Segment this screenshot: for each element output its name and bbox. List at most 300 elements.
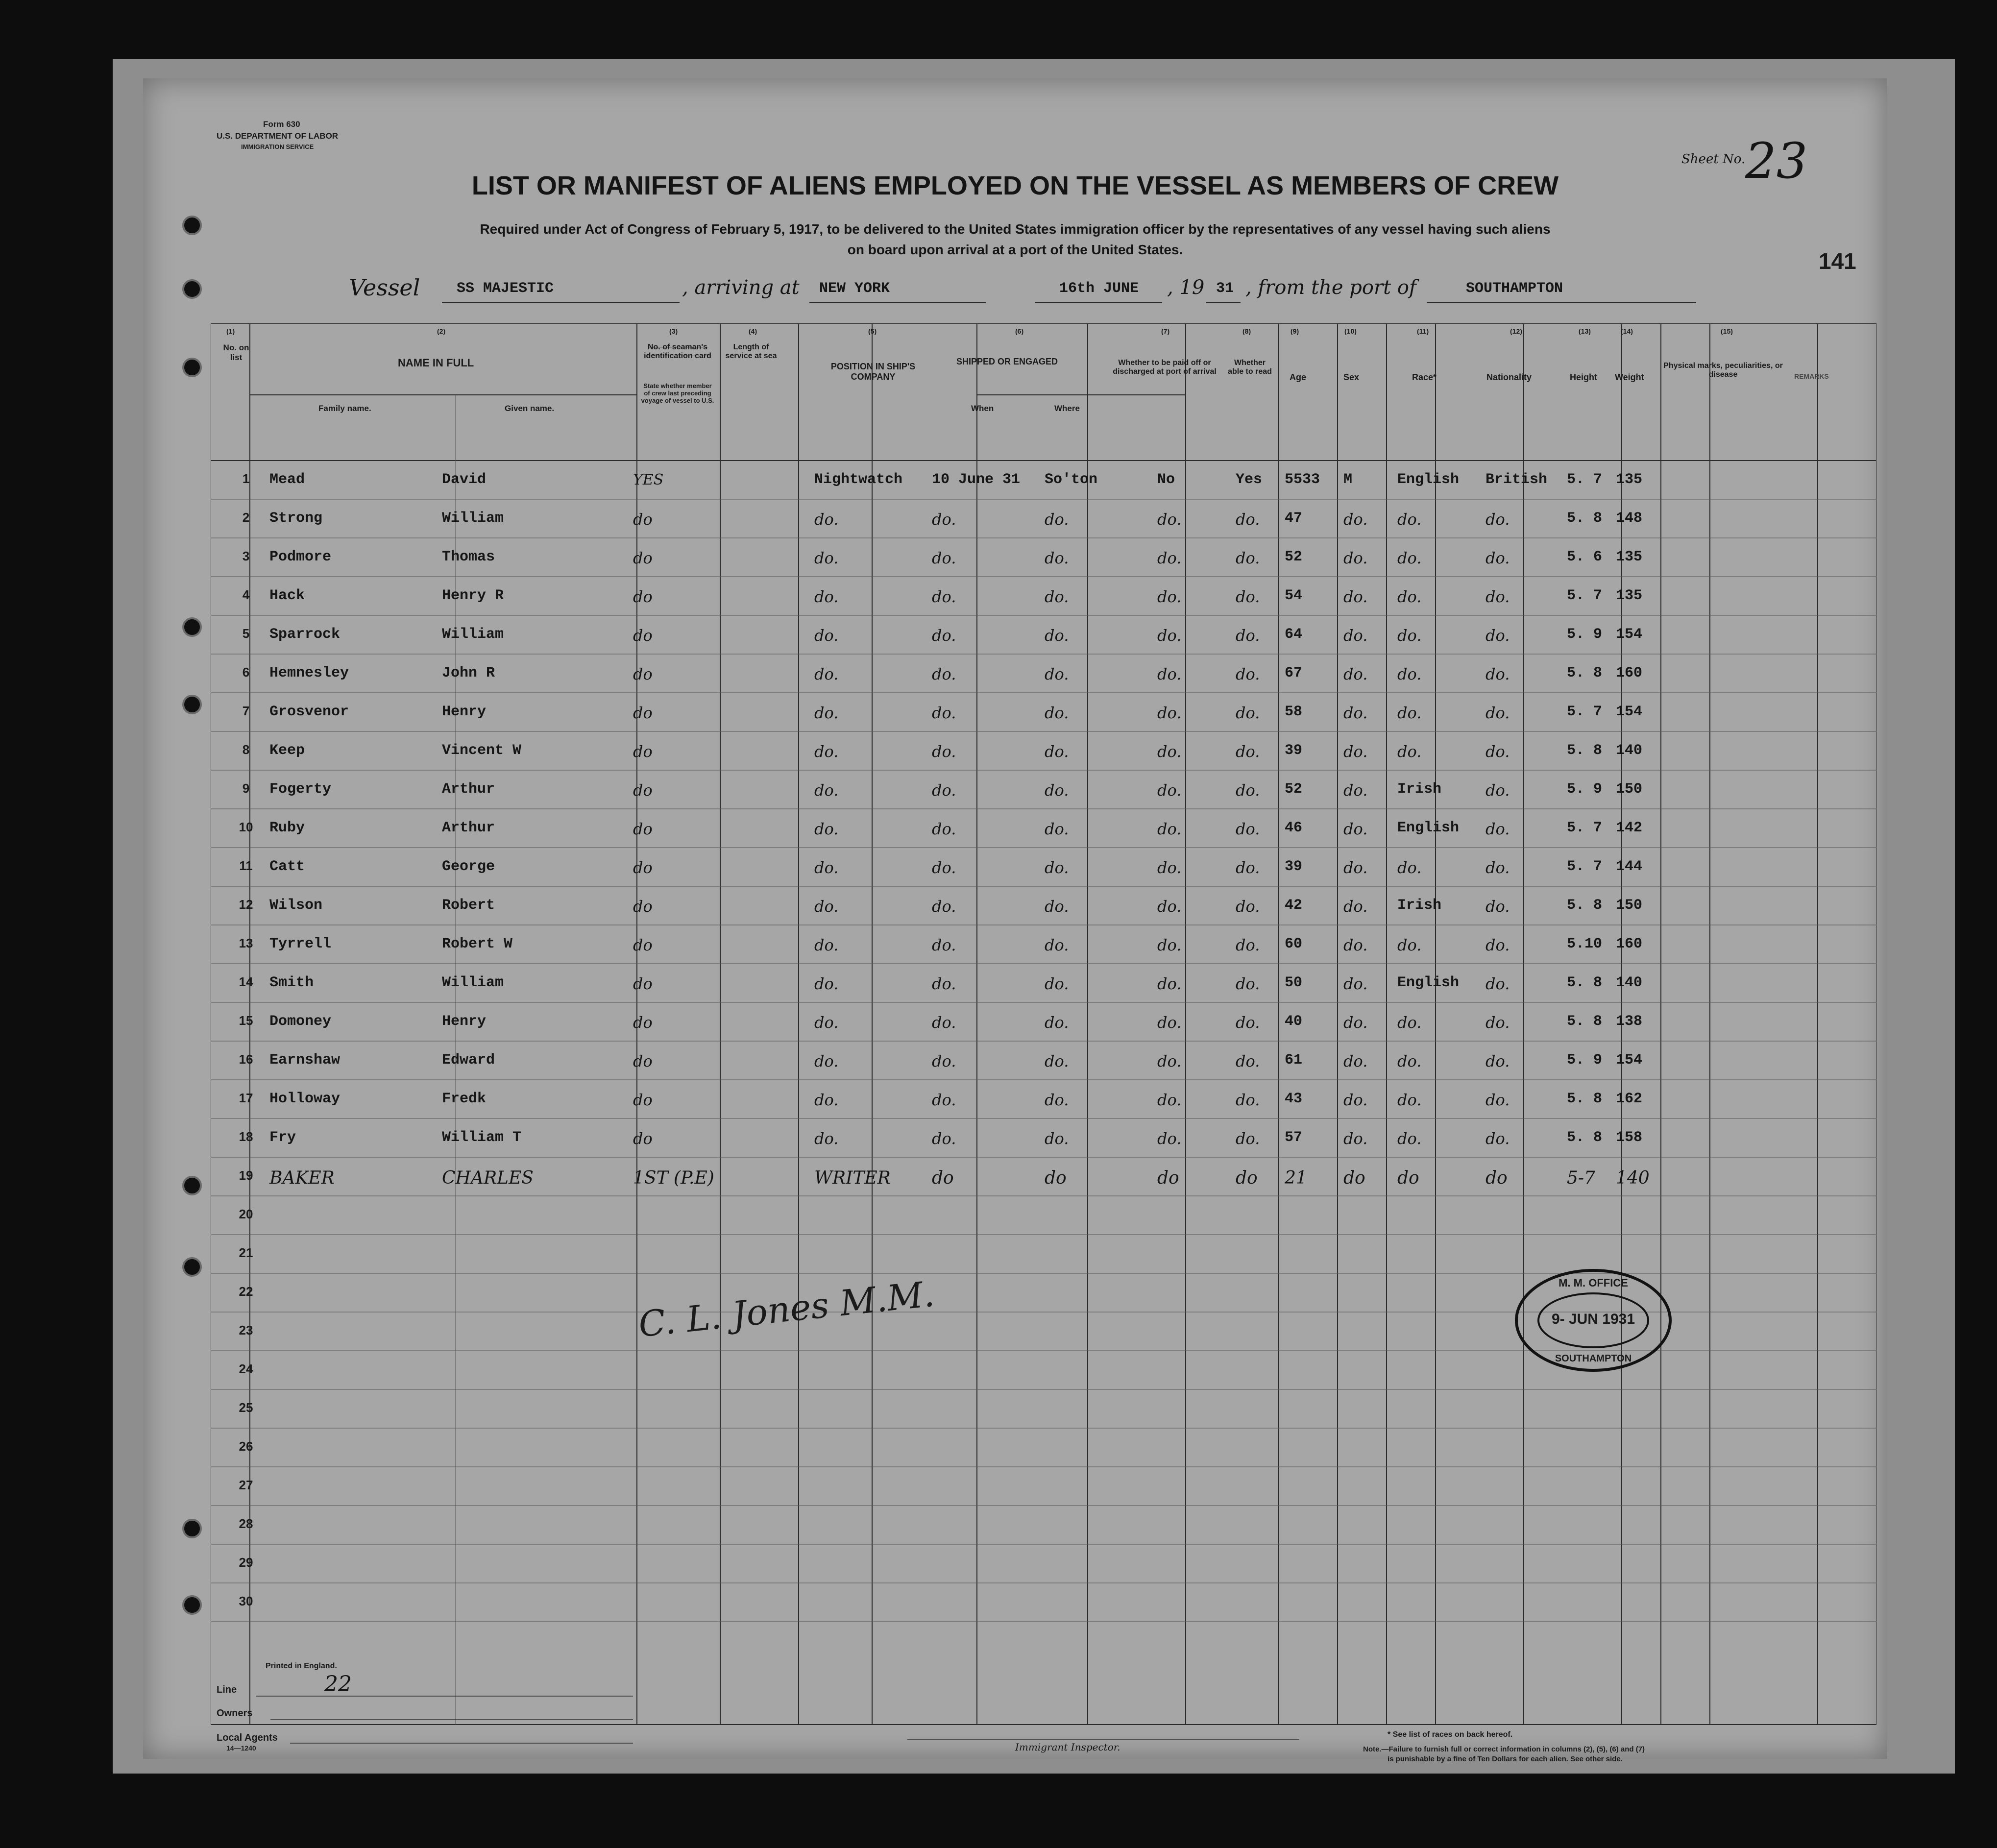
nationality: do. bbox=[1486, 549, 1510, 567]
previous-voyage: do bbox=[633, 549, 653, 567]
shipped-where: do. bbox=[1045, 665, 1069, 683]
row-number: 21 bbox=[239, 1245, 253, 1260]
punch-hole bbox=[182, 1595, 202, 1615]
position: do. bbox=[814, 897, 839, 916]
col4-num: (4) bbox=[749, 327, 757, 335]
age: 39 bbox=[1285, 858, 1303, 875]
age: 64 bbox=[1285, 626, 1303, 643]
weight: 160 bbox=[1616, 665, 1643, 681]
able-to-read: do. bbox=[1236, 510, 1260, 529]
row-number: 2 bbox=[242, 510, 250, 525]
shipped-when: do. bbox=[932, 549, 956, 567]
shipped-where: do. bbox=[1045, 936, 1069, 954]
family-name: Catt bbox=[269, 858, 305, 875]
col10-header: Sex bbox=[1343, 372, 1360, 382]
weight: 135 bbox=[1616, 471, 1643, 488]
weight: 158 bbox=[1616, 1129, 1643, 1146]
race: English bbox=[1397, 820, 1460, 836]
sex: do. bbox=[1343, 936, 1368, 954]
col11-header: Race* bbox=[1412, 372, 1437, 382]
shipped-where: do. bbox=[1045, 1052, 1069, 1070]
shipped-when: do. bbox=[932, 974, 956, 993]
position: do. bbox=[814, 587, 839, 606]
sex: do. bbox=[1343, 510, 1368, 529]
arriving-label: , arriving at bbox=[682, 276, 800, 299]
given-name: William bbox=[442, 974, 504, 991]
col1-header: No. on list bbox=[223, 343, 249, 362]
race: do. bbox=[1397, 1052, 1422, 1070]
given-name: Arthur bbox=[442, 781, 495, 798]
able-to-read: do. bbox=[1236, 587, 1260, 606]
shipped-when: do. bbox=[932, 781, 956, 800]
shipped-where: So'ton bbox=[1045, 471, 1098, 488]
row-number: 5 bbox=[242, 626, 250, 641]
paid-off: do. bbox=[1157, 1052, 1182, 1070]
col12-num: (12) bbox=[1510, 327, 1522, 335]
height: 5. 8 bbox=[1567, 1091, 1603, 1107]
given-name: George bbox=[442, 858, 495, 875]
nationality: do. bbox=[1486, 820, 1510, 838]
race: English bbox=[1397, 471, 1460, 488]
given-name: William T bbox=[442, 1129, 522, 1146]
previous-voyage: do bbox=[633, 704, 653, 722]
position: do. bbox=[814, 858, 839, 877]
paid-off: do. bbox=[1157, 1013, 1182, 1032]
weight: 150 bbox=[1616, 781, 1643, 798]
weight: 135 bbox=[1616, 549, 1643, 565]
height: 5. 8 bbox=[1567, 1013, 1603, 1030]
given-name: Henry bbox=[442, 704, 487, 720]
weight: 142 bbox=[1616, 820, 1643, 836]
row-number: 11 bbox=[239, 858, 253, 873]
nationality: do. bbox=[1486, 510, 1510, 529]
previous-voyage: do bbox=[633, 1091, 653, 1109]
sex: do. bbox=[1343, 1129, 1368, 1148]
shipped-where: do. bbox=[1045, 781, 1069, 800]
weight: 148 bbox=[1616, 510, 1643, 527]
nationality: do. bbox=[1486, 626, 1510, 645]
row-number: 30 bbox=[239, 1594, 253, 1608]
sex: do. bbox=[1343, 626, 1368, 645]
weight: 144 bbox=[1616, 858, 1643, 875]
col3-subheader: State whether member of crew last preceding voyage of vessel to U.S. bbox=[641, 382, 714, 404]
shipped-when: do. bbox=[932, 1091, 956, 1109]
sex: do. bbox=[1343, 704, 1368, 722]
row-number: 19 bbox=[239, 1168, 253, 1183]
previous-voyage: do bbox=[633, 510, 653, 529]
col6-header: SHIPPED OR ENGAGED bbox=[956, 357, 1058, 366]
paid-off: do. bbox=[1157, 1091, 1182, 1109]
nationality: British bbox=[1486, 471, 1548, 488]
paid-off: do. bbox=[1157, 626, 1182, 645]
height: 5. 9 bbox=[1567, 781, 1603, 798]
family-name: Holloway bbox=[269, 1091, 341, 1107]
given-name: Edward bbox=[442, 1052, 495, 1069]
height: 5. 8 bbox=[1567, 974, 1603, 991]
age: 50 bbox=[1285, 974, 1303, 991]
able-to-read: do bbox=[1236, 1168, 1258, 1188]
sheet-label: Sheet No. bbox=[1681, 152, 1746, 167]
paid-off: do. bbox=[1157, 510, 1182, 529]
row-number: 27 bbox=[239, 1478, 253, 1492]
race: do bbox=[1397, 1168, 1419, 1188]
age: 43 bbox=[1285, 1091, 1303, 1107]
paid-off: do. bbox=[1157, 1129, 1182, 1148]
row-number: 24 bbox=[239, 1362, 253, 1376]
row-number: 23 bbox=[239, 1323, 253, 1337]
position: do. bbox=[814, 1052, 839, 1070]
given-name: Henry bbox=[442, 1013, 487, 1030]
shipped-where: do. bbox=[1045, 704, 1069, 722]
col15-header: Physical marks, peculiarities, or disease bbox=[1663, 362, 1783, 379]
punch-hole bbox=[182, 358, 202, 377]
position: do. bbox=[814, 936, 839, 954]
sheet-number: 23 bbox=[1745, 132, 1808, 190]
position: do. bbox=[814, 626, 839, 645]
paid-off: do. bbox=[1157, 897, 1182, 916]
able-to-read: do. bbox=[1236, 1129, 1260, 1148]
stamp-bottom-text: SOUTHAMPTON bbox=[1555, 1353, 1632, 1364]
weight: 154 bbox=[1616, 626, 1643, 643]
family-name: Mead bbox=[269, 471, 305, 488]
age: 61 bbox=[1285, 1052, 1303, 1069]
col2-num: (2) bbox=[437, 327, 446, 335]
stamp-top-text: M. M. OFFICE bbox=[1559, 1277, 1628, 1289]
given-name: John R bbox=[442, 665, 495, 681]
row-number: 16 bbox=[239, 1052, 253, 1067]
sex: do. bbox=[1343, 549, 1368, 567]
shipped-where: do. bbox=[1045, 587, 1069, 606]
position: do. bbox=[814, 704, 839, 722]
shipped-when: do bbox=[932, 1168, 954, 1188]
nationality: do. bbox=[1486, 1052, 1510, 1070]
weight: 138 bbox=[1616, 1013, 1643, 1030]
height: 5. 8 bbox=[1567, 665, 1603, 681]
paid-off: do. bbox=[1157, 936, 1182, 954]
punch-hole bbox=[182, 695, 202, 714]
height: 5-7 bbox=[1567, 1168, 1595, 1188]
row-number: 3 bbox=[242, 549, 250, 563]
able-to-read: do. bbox=[1236, 936, 1260, 954]
col14-header: Weight bbox=[1615, 372, 1644, 382]
col6-when-header: When bbox=[971, 404, 994, 413]
vessel-name: SS MAJESTIC bbox=[457, 280, 554, 297]
given-name: William bbox=[442, 626, 504, 643]
age: 58 bbox=[1285, 704, 1303, 720]
nationality: do. bbox=[1486, 742, 1510, 761]
height: 5. 8 bbox=[1567, 897, 1603, 914]
col12-header: Nationality bbox=[1486, 372, 1532, 382]
given-name: Robert W bbox=[442, 936, 513, 952]
line-label: Line bbox=[217, 1684, 237, 1695]
form-number: Form 630 bbox=[263, 120, 300, 129]
sex: do. bbox=[1343, 781, 1368, 800]
row-number: 28 bbox=[239, 1516, 253, 1531]
sex: do bbox=[1343, 1168, 1365, 1188]
able-to-read: do. bbox=[1236, 974, 1260, 993]
sex: do. bbox=[1343, 742, 1368, 761]
col13-num: (13) bbox=[1579, 327, 1591, 335]
shipped-when: do. bbox=[932, 510, 956, 529]
paid-off: do. bbox=[1157, 742, 1182, 761]
paid-off: do. bbox=[1157, 587, 1182, 606]
family-name: Earnshaw bbox=[269, 1052, 341, 1069]
paid-off: do. bbox=[1157, 665, 1182, 683]
col1-num: (1) bbox=[226, 327, 235, 335]
col9-header: Age bbox=[1290, 372, 1307, 382]
weight: 140 bbox=[1616, 1168, 1650, 1188]
family-name: Hemnesley bbox=[269, 665, 349, 681]
col4-header: Length of service at sea bbox=[725, 343, 777, 360]
previous-voyage: do bbox=[633, 974, 653, 993]
col2-header: NAME IN FULL bbox=[398, 357, 474, 369]
margin-number: 141 bbox=[1819, 248, 1856, 274]
age: 54 bbox=[1285, 587, 1303, 604]
col3-num: (3) bbox=[669, 327, 678, 335]
family-name: BAKER bbox=[269, 1168, 335, 1188]
able-to-read: do. bbox=[1236, 820, 1260, 838]
departure-port: SOUTHAMPTON bbox=[1466, 280, 1563, 297]
able-to-read: do. bbox=[1236, 1013, 1260, 1032]
height: 5. 8 bbox=[1567, 742, 1603, 759]
shipped-when: do. bbox=[932, 742, 956, 761]
arrival-year: 31 bbox=[1216, 280, 1234, 297]
signature: C. L. Jones M.M. bbox=[636, 1273, 936, 1345]
from-label: , from the port of bbox=[1245, 276, 1416, 299]
age: 5533 bbox=[1285, 471, 1320, 488]
line-value: 22 bbox=[324, 1672, 352, 1697]
punch-hole bbox=[182, 617, 202, 637]
family-name: Smith bbox=[269, 974, 314, 991]
col10-num: (10) bbox=[1344, 327, 1357, 335]
nationality: do. bbox=[1486, 1013, 1510, 1032]
race: do. bbox=[1397, 858, 1422, 877]
shipped-when: do. bbox=[932, 665, 956, 683]
manifest-sheet bbox=[143, 78, 1887, 1763]
previous-voyage: do bbox=[633, 820, 653, 838]
year-prefix: , 19 bbox=[1167, 276, 1205, 299]
position: do. bbox=[814, 974, 839, 993]
family-name: Fogerty bbox=[269, 781, 332, 798]
age: 60 bbox=[1285, 936, 1303, 952]
col11-num: (11) bbox=[1417, 327, 1429, 335]
weight: 140 bbox=[1616, 974, 1643, 991]
given-name: Thomas bbox=[442, 549, 495, 565]
height: 5. 7 bbox=[1567, 704, 1603, 720]
shipped-where: do. bbox=[1045, 974, 1069, 993]
row-number: 12 bbox=[239, 897, 253, 912]
position: do. bbox=[814, 665, 839, 683]
page-subtitle: Required under Act of Congress of February 5, 1917, to be delivered to the United States immigration officer by the representatives of any vessel having such aliens bbox=[480, 221, 1551, 237]
sex: do. bbox=[1343, 974, 1368, 993]
weight: 160 bbox=[1616, 936, 1643, 952]
family-name: Fry bbox=[269, 1129, 296, 1146]
previous-voyage: do bbox=[633, 897, 653, 916]
row-number: 29 bbox=[239, 1555, 253, 1570]
shipped-where: do. bbox=[1045, 1129, 1069, 1148]
penalty-note: Note.—Failure to furnish full or correct information in columns (2), (5), (6) and (7) bbox=[1363, 1745, 1645, 1753]
height: 5. 7 bbox=[1567, 587, 1603, 604]
position: do. bbox=[814, 820, 839, 838]
age: 42 bbox=[1285, 897, 1303, 914]
shipped-when: 10 June 31 bbox=[932, 471, 1021, 488]
paid-off: do. bbox=[1157, 781, 1182, 800]
agents-label: Local Agents bbox=[217, 1732, 278, 1743]
col7-num: (7) bbox=[1161, 327, 1170, 335]
race: do. bbox=[1397, 549, 1422, 567]
nationality: do. bbox=[1486, 1091, 1510, 1109]
row-number: 7 bbox=[242, 704, 250, 718]
shipped-where: do. bbox=[1045, 1013, 1069, 1032]
weight: 135 bbox=[1616, 587, 1643, 604]
previous-voyage: do bbox=[633, 1013, 653, 1032]
footer-underlines bbox=[143, 78, 1887, 1759]
able-to-read: do. bbox=[1236, 1052, 1260, 1070]
shipped-when: do. bbox=[932, 626, 956, 645]
previous-voyage: do bbox=[633, 1129, 653, 1148]
family-name: Ruby bbox=[269, 820, 305, 836]
race: Irish bbox=[1397, 781, 1442, 798]
weight: 162 bbox=[1616, 1091, 1643, 1107]
paid-off: do. bbox=[1157, 820, 1182, 838]
given-name: William bbox=[442, 510, 504, 527]
race: do. bbox=[1397, 587, 1422, 606]
service-name: IMMIGRATION SERVICE bbox=[241, 143, 314, 150]
inspector-label: Immigrant Inspector. bbox=[1015, 1741, 1120, 1753]
age: 52 bbox=[1285, 549, 1303, 565]
shipped-when: do. bbox=[932, 936, 956, 954]
col14-num: (14) bbox=[1621, 327, 1633, 335]
weight: 150 bbox=[1616, 897, 1643, 914]
shipped-where: do. bbox=[1045, 897, 1069, 916]
shipped-when: do. bbox=[932, 1013, 956, 1032]
shipped-where: do. bbox=[1045, 742, 1069, 761]
able-to-read: do. bbox=[1236, 665, 1260, 683]
able-to-read: do. bbox=[1236, 897, 1260, 916]
paid-off: do. bbox=[1157, 549, 1182, 567]
page-title: LIST OR MANIFEST OF ALIENS EMPLOYED ON THE VESSEL AS MEMBERS OF CREW bbox=[471, 171, 1559, 200]
family-name: Tyrrell bbox=[269, 936, 332, 952]
arrival-port: NEW YORK bbox=[819, 280, 890, 297]
row-number: 22 bbox=[239, 1284, 253, 1299]
sex: do. bbox=[1343, 897, 1368, 916]
previous-voyage: do bbox=[633, 1052, 653, 1070]
paid-off: do. bbox=[1157, 858, 1182, 877]
previous-voyage: YES bbox=[633, 471, 664, 488]
weight: 154 bbox=[1616, 1052, 1643, 1069]
sex: do. bbox=[1343, 1013, 1368, 1032]
shipped-when: do. bbox=[932, 704, 956, 722]
height: 5. 9 bbox=[1567, 626, 1603, 643]
remarks-header: REMARKS bbox=[1794, 372, 1829, 380]
race: do. bbox=[1397, 742, 1422, 761]
position: do. bbox=[814, 549, 839, 567]
able-to-read: do. bbox=[1236, 742, 1260, 761]
position: WRITER bbox=[814, 1168, 891, 1188]
row-number: 15 bbox=[239, 1013, 253, 1028]
col3-header: No. of seaman's identification card bbox=[644, 343, 711, 360]
arrival-date: 16th JUNE bbox=[1059, 280, 1139, 297]
family-name: Grosvenor bbox=[269, 704, 349, 720]
paid-off: do. bbox=[1157, 704, 1182, 722]
given-name: David bbox=[442, 471, 487, 488]
col8-header: Whether able to read bbox=[1228, 359, 1272, 376]
able-to-read: do. bbox=[1236, 549, 1260, 567]
row-number: 4 bbox=[242, 587, 250, 602]
nationality: do bbox=[1486, 1168, 1508, 1188]
col15-num: (15) bbox=[1721, 327, 1733, 335]
height: 5.10 bbox=[1567, 936, 1603, 952]
shipped-when: do. bbox=[932, 897, 956, 916]
weight: 140 bbox=[1616, 742, 1643, 759]
printed-note: Printed in England. bbox=[266, 1662, 337, 1670]
nationality: do. bbox=[1486, 936, 1510, 954]
height: 5. 7 bbox=[1567, 820, 1603, 836]
row-number: 9 bbox=[242, 781, 250, 796]
paid-off: No bbox=[1157, 471, 1175, 488]
previous-voyage: do bbox=[633, 665, 653, 683]
family-name: Keep bbox=[269, 742, 305, 759]
previous-voyage: 1ST (P.E) bbox=[633, 1168, 714, 1188]
family-name: Strong bbox=[269, 510, 323, 527]
given-name: Fredk bbox=[442, 1091, 487, 1107]
position: do. bbox=[814, 781, 839, 800]
paid-off: do bbox=[1157, 1168, 1179, 1188]
punch-hole bbox=[182, 216, 202, 235]
shipped-where: do. bbox=[1045, 626, 1069, 645]
punch-hole bbox=[182, 1519, 202, 1538]
position: do. bbox=[814, 1013, 839, 1032]
nationality: do. bbox=[1486, 587, 1510, 606]
given-name: Vincent W bbox=[442, 742, 522, 759]
nationality: do. bbox=[1486, 858, 1510, 877]
family-name: Sparrock bbox=[269, 626, 341, 643]
col13-header: Height bbox=[1570, 372, 1597, 382]
family-name: Podmore bbox=[269, 549, 332, 565]
position: do. bbox=[814, 1129, 839, 1148]
row-number: 13 bbox=[239, 936, 253, 950]
vessel-label: Vessel bbox=[349, 274, 420, 301]
given-name: Robert bbox=[442, 897, 495, 914]
race: do. bbox=[1397, 626, 1422, 645]
sex: do. bbox=[1343, 1091, 1368, 1109]
race: do. bbox=[1397, 1013, 1422, 1032]
col5-header: POSITION IN SHIP'S COMPANY bbox=[830, 362, 916, 382]
shipped-where: do. bbox=[1045, 858, 1069, 877]
sex: do. bbox=[1343, 858, 1368, 877]
race: do. bbox=[1397, 665, 1422, 683]
punch-hole bbox=[182, 1257, 202, 1277]
sex: do. bbox=[1343, 1052, 1368, 1070]
position: do. bbox=[814, 510, 839, 529]
col6-where-header: Where bbox=[1054, 404, 1080, 413]
age: 21 bbox=[1285, 1168, 1307, 1188]
shipped-where: do. bbox=[1045, 510, 1069, 529]
shipped-when: do. bbox=[932, 587, 956, 606]
form-code: 14—1240 bbox=[226, 1744, 256, 1752]
previous-voyage: do bbox=[633, 626, 653, 645]
owners-label: Owners bbox=[217, 1708, 253, 1719]
row-number: 18 bbox=[239, 1129, 253, 1144]
able-to-read: do. bbox=[1236, 1091, 1260, 1109]
age: 67 bbox=[1285, 665, 1303, 681]
row-number: 26 bbox=[239, 1439, 253, 1454]
able-to-read: do. bbox=[1236, 781, 1260, 800]
sex: M bbox=[1343, 471, 1353, 488]
previous-voyage: do bbox=[633, 858, 653, 877]
previous-voyage: do bbox=[633, 936, 653, 954]
shipped-where: do. bbox=[1045, 549, 1069, 567]
